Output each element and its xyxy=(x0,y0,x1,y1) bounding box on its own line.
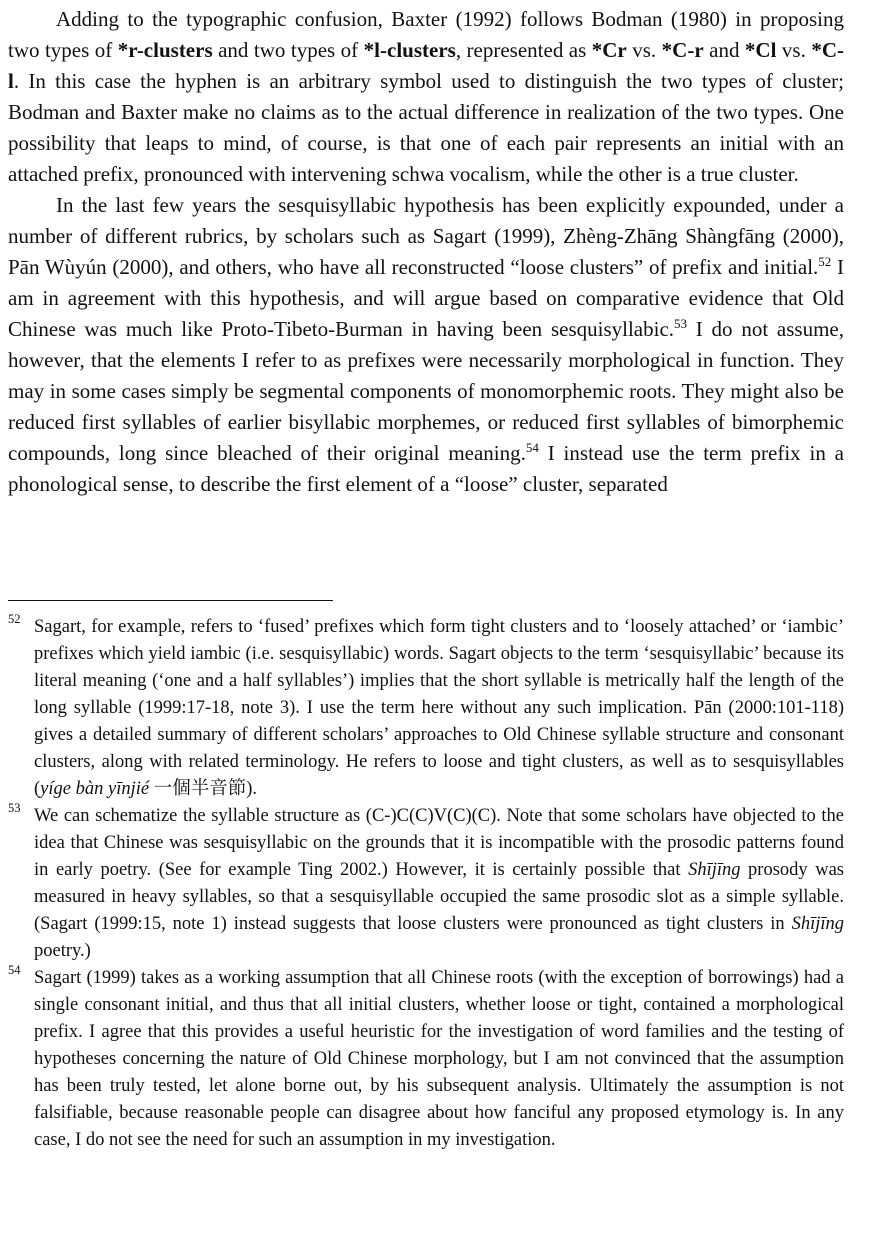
footnote-number: 54 xyxy=(8,963,21,977)
bold-term: -clusters xyxy=(380,38,456,62)
bold-term: *C-r xyxy=(661,38,704,62)
footnote-text: Sagart, for example, refers to ‘fused’ prefixes which form tight clusters and to ‘loosely attached’ or ‘iambic’ prefixes which yield iambic (i.e. sesquisyllabic) words. Sagart objects to the term ‘sesquisyllabic’ because its literal meaning (‘one and a half syllables’) implies that the short syllable is metrically half the length of the long syllable (1999:17-18, note 3). I use the term here without any such implication. Pān (2000:101-118) gives a detailed summary of different scholars’ approaches to Old Chinese syllable structure and consonant clusters, along with related terminology. He refers to loose and tight clusters, as well as to sesquisyllables (yíge bàn yīnjié 一個半音節). xyxy=(34,617,844,799)
footnote-text: We can schematize the syllable structure as (C-)C(C)V(C)(C). Note that some scholars have objected to the idea that Chinese was sesquisyllabic on the grounds that it is incompatible with the prosodic patterns found in early poetry. (See for example Ting 2002.) However, it is certainly possible that Shījīng prosody was measured in heavy syllables, so that a sesquisyllable occupied the same prosodic slot as a simple syllable. (Sagart (1999:15, note 1) instead suggests that loose clusters were pronounced as tight clusters in Shījīng poetry.) xyxy=(34,806,844,961)
footnotes xyxy=(8,614,844,1154)
footnote-number: 53 xyxy=(8,801,21,815)
footnote-number: 52 xyxy=(8,612,21,626)
bold-term: *l xyxy=(363,38,380,62)
paragraph-1: Adding to the typographic confusion, Baxter (1992) follows Bodman (1980) in proposing two types of *r-clusters and two types of *l-clusters, represented as *Cr vs. *C-r and *Cl vs. *C-l. In this case the hyphen is an arbitrary symbol used to distinguish the two types of cluster; Bodman and Baxter make no claims as to the actual difference in realization of the two types. One possibility that leaps to mind, of course, is that one of each pair represents an initial with an attached prefix, pronounced with intervening schwa vocalism, while the other is a true cluster. xyxy=(8,7,844,186)
body-text xyxy=(8,4,844,500)
footnote-ref[interactable]: 54 xyxy=(525,440,539,455)
bold-term: *C-l xyxy=(8,38,844,93)
paragraph-2: In the last few years the sesquisyllabic hypothesis has been explicitly expounded, under a number of different rubrics, by scholars such as Sagart (1999), Zhèng-Zhāng Shàngfāng (2000), Pān Wùyún (2000), and others, who have all reconstructed “loose clusters” of prefix and initial.$^{52}$ I am in agreement with this hypothesis, and will argue based on comparative evidence that Old Chinese was much like Proto-Tibeto-Burman in having been sesquisyllabic.$^{53}$ I do not assume, however, that the elements I refer to as prefixes were necessarily morphological in function. They may in some cases simply be segmental components of monomorphemic roots. They might also be reduced first syllables of earlier bisyllabic morphemes, or reduced first syllables of bimorphemic compounds, long since bleached of their original meaning.$^{54}$ I instead use the term prefix in a phonological sense, to describe the first element of a “loose” cluster, separated xyxy=(8,193,845,496)
footnote-ref[interactable]: 53 xyxy=(674,316,688,331)
bold-term: *Cr xyxy=(591,38,627,62)
italic-term: Shījīng xyxy=(688,860,741,880)
bold-term: *Cl xyxy=(744,38,777,62)
footnote-52 xyxy=(8,614,844,803)
footnote-ref[interactable]: 52 xyxy=(818,254,832,269)
bold-term: *r xyxy=(117,38,137,62)
italic-term: yíge bàn yīnjié xyxy=(40,779,150,799)
footnote-separator xyxy=(8,600,333,601)
bold-term: -clusters xyxy=(136,38,213,62)
footnote-53 xyxy=(8,803,844,965)
italic-term: Shījīng xyxy=(791,914,844,934)
footnote-54 xyxy=(8,965,844,1154)
footnote-text: Sagart (1999) takes as a working assumption that all Chinese roots (with the exception of borrowings) had a single consonant initial, and thus that all initial clusters, whether loose or tight, contained a morphological prefix. I agree that this provides a useful heuristic for the investigation of word families and the testing of hypotheses concerning the nature of Old Chinese morphology, but I am not convinced that the assumption has been truly tested, let alone borne out, by his subsequent analysis. Ultimately the assumption is not falsifiable, because reasonable people can disagree about how fanciful any proposed etymology is. In any case, I do not see the need for such an assumption in my investigation. xyxy=(34,968,844,1150)
